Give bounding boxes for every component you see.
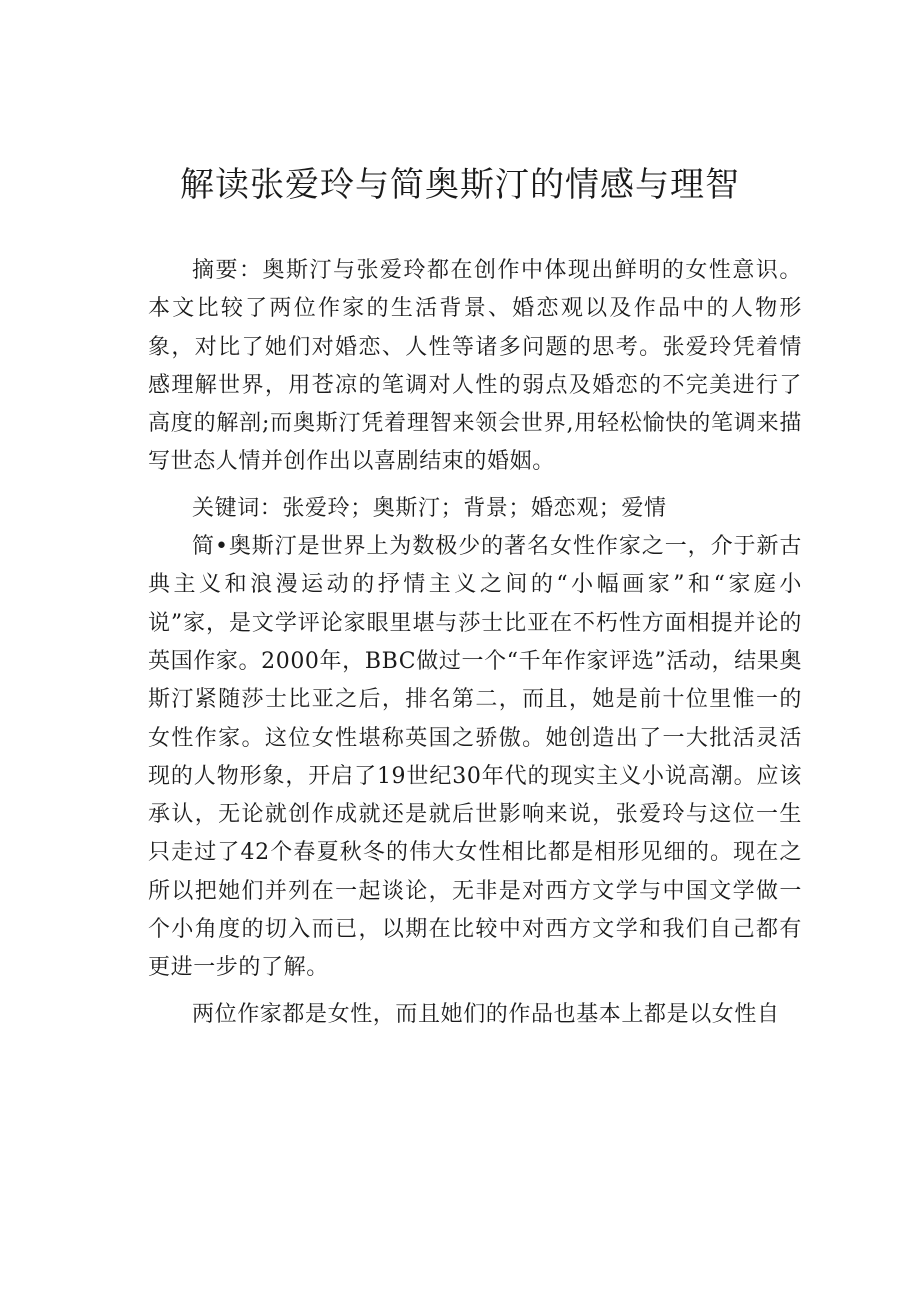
document-body [148,252,802,1034]
keywords-line: 关键词：张爱玲；奥斯汀；背景；婚恋观；爱情 [192,495,667,521]
body-paragraph: 简•奥斯汀是世界上为数极少的著名女性作家之一，介于新古典主义和浪漫运动的抒情主义之间的“小幅画家”和“家庭小说”家，是文学评论家眼里堪与莎士比亚在不朽性方面相提并论的英国作家。2000年，BBC做过一个“千年作家评选”活动，结果奥斯汀紧随莎士比亚之后，排名第二，而且，她是前十位里惟一的女性作家。这位女性堪称英国之骄傲。她创造出了一大批活灵活现的人物形象，开启了19世纪30年代的现实主义小说高潮。应该承认，无论就创作成就还是就后世影响来说，张爱玲与这位一生只走过了42个春夏秋冬的伟大女性相比都是相形见细的。现在之所以把她们并列在一起谈论，无非是对西方文学与中国文学做一个小角度的切入而已，以期在比较中对西方文学和我们自己都有更进一步的了解。 [148,534,802,981]
body-paragraph: 两位作家都是女性，而且她们的作品也基本上都是以女性自 [192,1001,780,1027]
document-title: 解读张爱玲与简奥斯汀的情感与理智 [180,165,740,205]
abstract-paragraph: 摘要：奥斯汀与张爱玲都在创作中体现出鲜明的女性意识。本文比较了两位作家的生活背景、婚恋观以及作品中的人物形象，对比了她们对婚恋、人性等诸多问题的思考。张爱玲凭着情感理解世界，用苍凉的笔调对人性的弱点及婚恋的不完美进行了高度的解剖;而奥斯汀凭着理智来领会世界,用轻松愉快的笔调来描写世态人情并创作出以喜剧结束的婚姻。 [148,258,802,475]
